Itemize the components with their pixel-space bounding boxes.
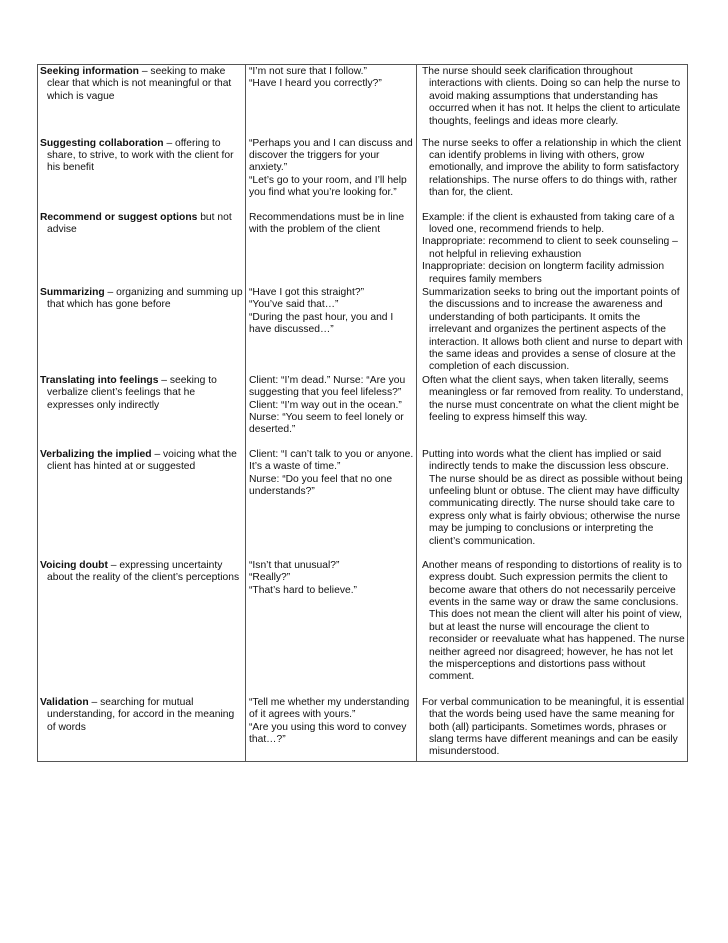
rationale-text: Inappropriate: decision on longterm facility admission requires family members (422, 261, 665, 285)
technique-cell (38, 448, 246, 559)
example-text: Nurse: “Do you feel that no one understands?” (249, 473, 393, 497)
table-body (38, 65, 688, 762)
rationale-text: The nurse seeks to offer a relationship in which the client can identify problems in living with others, grow emotionally, and improve the ability to form satisfactory relationships. The nurse offers to do things with, rather than for, the client. (422, 137, 682, 199)
rationale-text: The nurse should seek clarification throughout interactions with clients. Doing so can help the nurse to avoid making assumptions that understanding has occurred when it has not. It helps the client to articulate thoughts, feelings and ideas more clearly. (422, 66, 681, 127)
technique-term: Verbalizing the implied (40, 448, 152, 460)
rationale-text: Inappropriate: recommend to client to seek counseling – not helpful in relieving exhaustion (422, 236, 678, 260)
technique-definition: – offering to share, to strive, to work with the client for his benefit (47, 137, 234, 174)
example-cell (246, 448, 417, 559)
technique-cell (38, 137, 246, 211)
rationale-cell (417, 137, 688, 211)
example-text: “Really?” (249, 572, 291, 584)
example-cell (246, 696, 417, 762)
example-text: Client: “I’m way out in the ocean.” Nurse: “You seem to feel lonely or deserted.” (249, 399, 404, 436)
example-text: “Tell me whether my understanding of it agrees with yours.” (249, 696, 410, 721)
communication-techniques-table (37, 64, 688, 762)
rationale-cell (417, 696, 688, 762)
rationale-cell (417, 211, 688, 286)
example-text: Client: “I’m dead.” Nurse: “Are you suggesting that you feel lifeless?” (249, 374, 406, 399)
rationale-cell (417, 559, 688, 696)
table-row (38, 696, 688, 762)
table-row (38, 559, 688, 696)
rationale-text: Another means of responding to distortions of reality is to express doubt. Such expression permits the client to become aware that others do not necessarily perceive events in the same way or draw the same conclusions. This does not mean the client will alter his point of view, but at least the nurse will encourage the client to reconsider or reevaluate what has happened. The nurse neither agreed nor disagreed; however, he has not let the misperceptions and distortions pass without comment. (422, 559, 685, 683)
technique-cell (38, 211, 246, 286)
example-text: “I’m not sure that I follow.” (249, 66, 367, 77)
rationale-text: Often what the client says, when taken literally, seems meaningless or far removed from reality. To understand, the nurse must concentrate on what the client might be feeling to express himself this way. (422, 374, 684, 423)
table-row (38, 448, 688, 559)
example-cell (246, 286, 417, 374)
example-text: “Isn’t that unusual?” (249, 559, 340, 571)
example-text: “That’s hard to believe.” (249, 584, 357, 596)
example-cell (246, 137, 417, 211)
rationale-text: For verbal communication to be meaningful, it is essential that the words being used have the same meaning for both (all) participants. Sometimes words, phrases or slang terms have different meanings and can be easily misunderstood. (422, 696, 685, 758)
technique-definition: – seeking to verbalize client’s feelings that he expresses only indirectly (47, 374, 217, 411)
example-text: “Have I got this straight?” (249, 286, 365, 298)
example-text: “During the past hour, you and I have discussed…” (249, 311, 394, 336)
rationale-cell (417, 448, 688, 559)
example-text: “Have I heard you correctly?” (249, 78, 382, 90)
technique-definition: – organizing and summing up that which has gone before (47, 286, 243, 311)
technique-definition: – voicing what the client has hinted at or suggested (47, 448, 237, 473)
technique-term: Validation (40, 696, 89, 708)
technique-cell (38, 559, 246, 696)
technique-term: Suggesting collaboration (40, 137, 164, 149)
technique-term: Seeking information (40, 66, 139, 77)
technique-term: Translating into feelings (40, 374, 159, 386)
example-text: “Perhaps you and I can discuss and discover the triggers for your anxiety.” (249, 137, 413, 174)
technique-term: Summarizing (40, 286, 105, 298)
technique-cell (38, 65, 246, 137)
example-cell (246, 374, 417, 448)
rationale-text: Summarization seeks to bring out the important points of the discussions and to increase the awareness and understanding of both participants. It omits the irrelevant and organizes the pertinent aspects of the interaction. It allows both client and nurse to depart with the same ideas and provides a sense of closure at the completion of each discussion. (422, 286, 683, 373)
example-cell (246, 559, 417, 696)
technique-term: Recommend or suggest options (40, 211, 198, 223)
example-text: Client: “I can’t talk to you or anyone. It’s a waste of time.” (249, 448, 414, 473)
technique-definition: – seeking to make clear that which is not meaningful or that which is vague (47, 66, 232, 102)
example-text: “Are you using this word to convey that…?” (249, 721, 407, 745)
table-row (38, 211, 688, 286)
table-row (38, 374, 688, 448)
rationale-text: Putting into words what the client has implied or said indirectly tends to make the discussion less obscure. The nurse should be as direct as possible without being unfeeling blunt or obtuse. The client may have difficulty communicating directly. The nurse should take care to express only what is fairly obvious; otherwise the nurse may be jumping to conclusions or interpreting the client’s communication. (422, 448, 683, 547)
table-row (38, 65, 688, 137)
technique-definition: – searching for mutual understanding, for accord in the meaning of words (47, 696, 235, 733)
technique-cell (38, 374, 246, 448)
technique-definition: – expressing uncertainty about the reality of the client’s perceptions (47, 559, 240, 584)
rationale-cell (417, 286, 688, 374)
example-cell (246, 211, 417, 286)
example-cell (246, 65, 417, 137)
table-row (38, 137, 688, 211)
example-text: “Let’s go to your room, and I’ll help you find what you’re looking for.” (249, 174, 407, 199)
example-text: Recommendations must be in line with the problem of the client (249, 211, 405, 235)
example-text: “You’ve said that…” (249, 299, 339, 311)
technique-cell (38, 286, 246, 374)
rationale-cell (417, 374, 688, 448)
technique-definition: but not advise (47, 211, 232, 235)
technique-cell (38, 696, 246, 762)
table-row (38, 286, 688, 374)
rationale-cell (417, 65, 688, 137)
technique-term: Voicing doubt (40, 559, 108, 571)
rationale-text: Example: if the client is exhausted from taking care of a loved one, recommend friends to help. (422, 211, 675, 235)
